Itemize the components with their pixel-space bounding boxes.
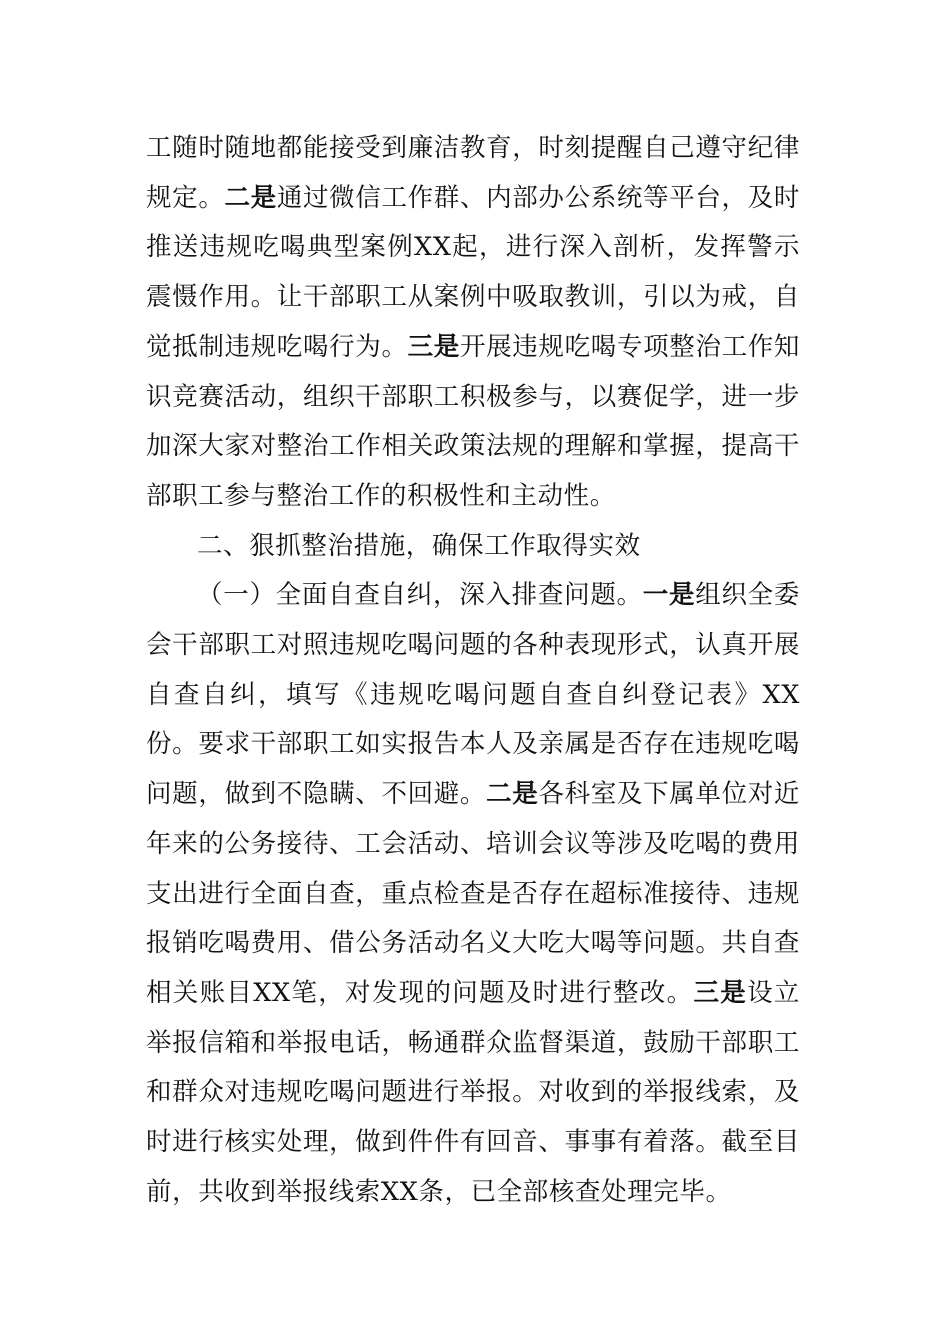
paragraph-text: 工随时随地都能接受到廉洁教育，时刻提醒自己遵守纪律规定。 xyxy=(146,133,800,213)
section-heading: 二、狠抓整治措施，确保工作取得实效 xyxy=(197,530,641,561)
emphasis-second: 二是 xyxy=(224,182,277,213)
paragraph-continued xyxy=(146,124,800,522)
emphasis-first: 一是 xyxy=(642,580,696,611)
subsection-heading: （一）全面自查自纠，深入排查问题。 xyxy=(197,580,643,611)
paragraph-text: 设立举报信箱和举报电话，畅通群众监督渠道，鼓励干部职工和群众对违规吃喝问题进行举报。对收到的举报线索，及时进行核实处理，做到件件有回音、事事有着落。截至目前，共收到举报线索XX条，已全部核查处理完毕。 xyxy=(146,977,800,1207)
emphasis-second: 二是 xyxy=(486,779,539,810)
paragraph-text: 组织全委会干部职工对照违规吃喝问题的各种表现形式，认真开展自查自纠，填写《违规吃喝问题自查自纠登记表》XX份。要求干部职工如实报告本人及亲属是否存在违规吃喝问题，做到不隐瞒、不回避。 xyxy=(146,580,801,810)
emphasis-third: 三是 xyxy=(693,977,748,1008)
emphasis-third: 三是 xyxy=(407,331,460,362)
paragraph-text: 通过微信工作群、内部办公系统等平台，及时推送违规吃喝典型案例XX起，进行深入剖析，发挥警示震慑作用。让干部职工从案例中吸取教训，引以为戒，自觉抵制违规吃喝行为。 xyxy=(146,182,800,362)
paragraph-text: 各科室及下属单位对近年来的公务接待、工会活动、培训会议等涉及吃喝的费用支出进行全面自查，重点检查是否存在超标准接待、违规报销吃喝费用、借公务活动名义大吃大喝等问题。共自查相关账目XX笔，对发现的问题及时进行整改。 xyxy=(146,779,800,1008)
paragraph-self-inspection xyxy=(146,571,800,1217)
document-body xyxy=(146,124,800,1217)
paragraph-text: 开展违规吃喝专项整治工作知识竞赛活动，组织干部职工积极参与，以赛促学，进一步加深大家对整治工作相关政策法规的理解和掌握，提高干部职工参与整治工作的积极性和主动性。 xyxy=(146,331,800,511)
